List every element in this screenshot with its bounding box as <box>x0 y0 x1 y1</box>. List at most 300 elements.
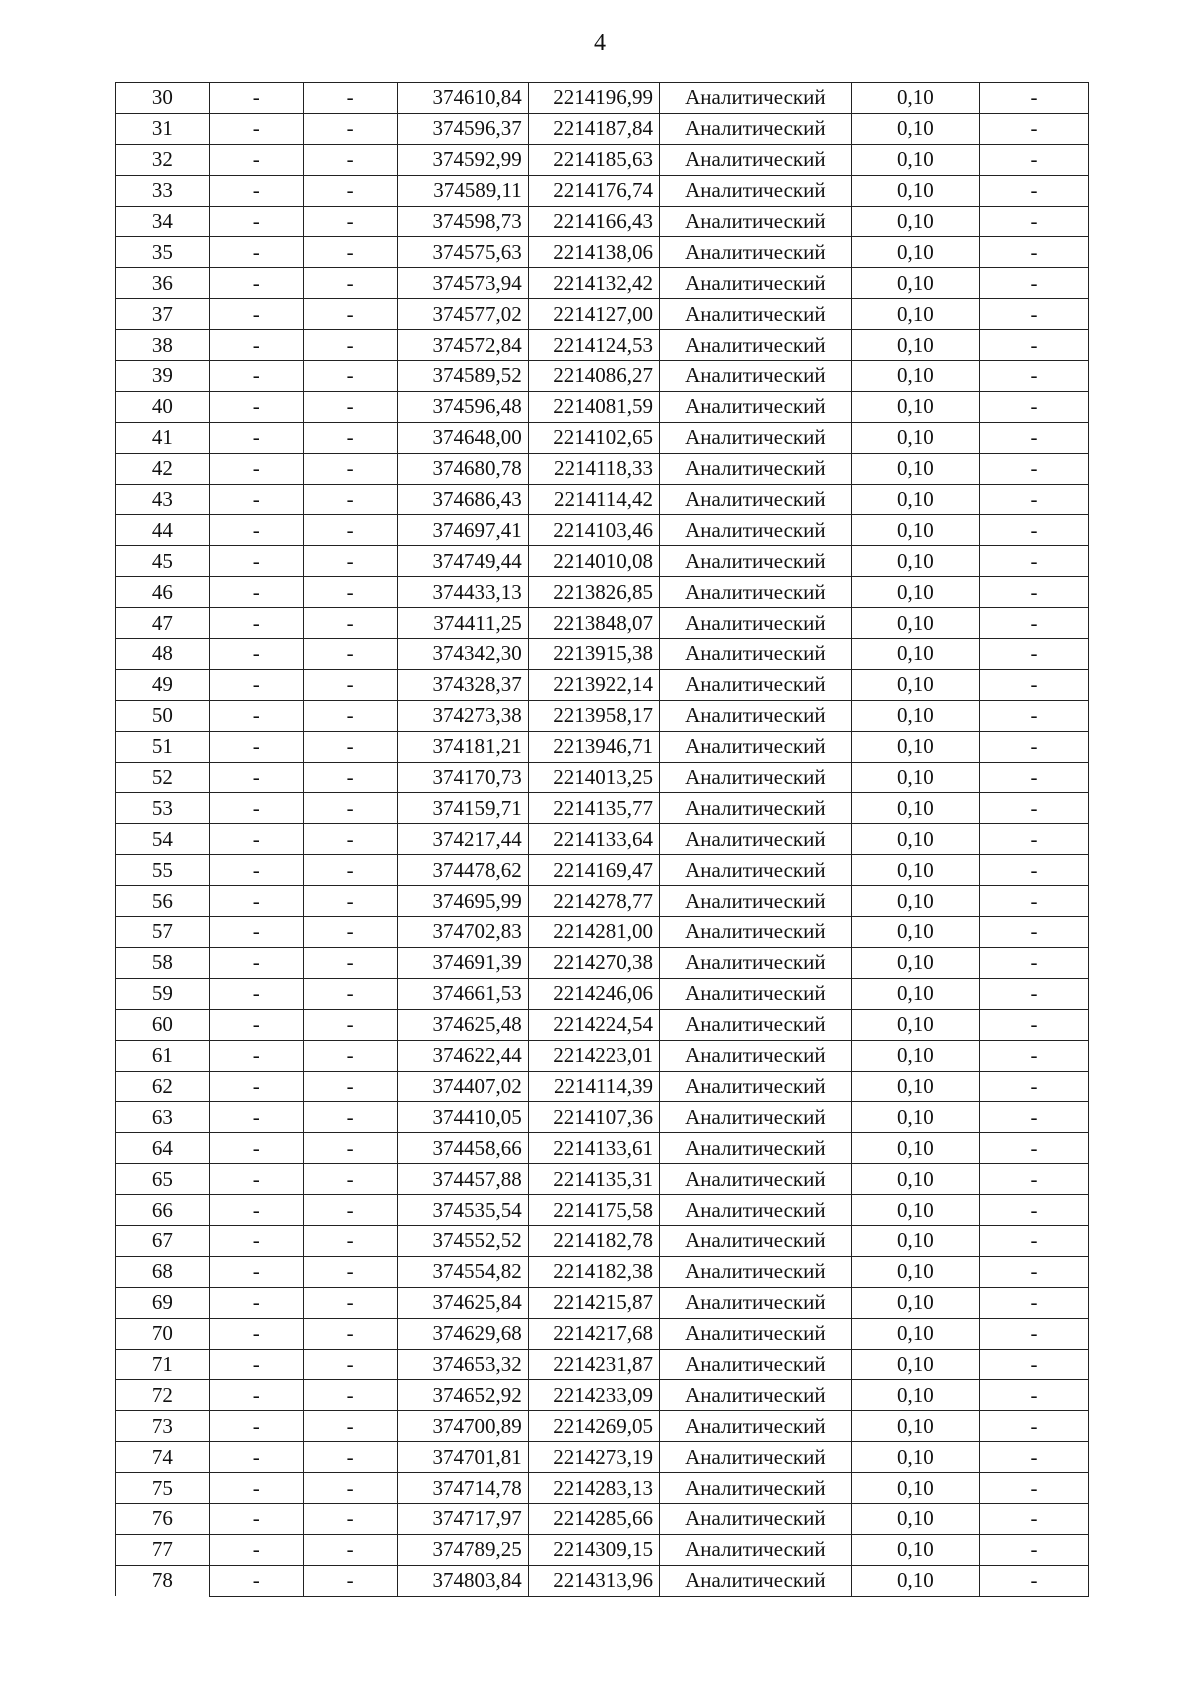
dash-cell: - <box>979 391 1088 422</box>
accuracy-cell: 0,10 <box>851 793 979 824</box>
dash-cell: - <box>979 762 1088 793</box>
point-number-cell: 70 <box>116 1318 210 1349</box>
dash-cell: - <box>209 206 303 237</box>
y-coordinate-cell: 2214246,06 <box>528 978 659 1009</box>
point-number-cell: 36 <box>116 268 210 299</box>
point-number-cell: 68 <box>116 1256 210 1287</box>
y-coordinate-cell: 2214135,77 <box>528 793 659 824</box>
table-row <box>116 1071 1089 1102</box>
table-row <box>116 1102 1089 1133</box>
dash-cell: - <box>209 608 303 639</box>
point-number-cell: 39 <box>116 361 210 392</box>
dash-cell: - <box>979 1565 1088 1596</box>
table-row <box>116 1534 1089 1565</box>
dash-cell: - <box>303 1071 397 1102</box>
x-coordinate-cell: 374629,68 <box>397 1318 528 1349</box>
accuracy-cell: 0,10 <box>851 422 979 453</box>
table-body <box>116 83 1089 1597</box>
dash-cell: - <box>979 824 1088 855</box>
method-cell: Аналитический <box>659 113 851 144</box>
dash-cell: - <box>303 762 397 793</box>
dash-cell: - <box>303 330 397 361</box>
y-coordinate-cell: 2214127,00 <box>528 299 659 330</box>
method-cell: Аналитический <box>659 1009 851 1040</box>
dash-cell: - <box>303 361 397 392</box>
accuracy-cell: 0,10 <box>851 1040 979 1071</box>
dash-cell: - <box>209 330 303 361</box>
table-row <box>116 577 1089 608</box>
x-coordinate-cell: 374592,99 <box>397 144 528 175</box>
dash-cell: - <box>303 299 397 330</box>
method-cell: Аналитический <box>659 793 851 824</box>
x-coordinate-cell: 374478,62 <box>397 855 528 886</box>
method-cell: Аналитический <box>659 1133 851 1164</box>
x-coordinate-cell: 374573,94 <box>397 268 528 299</box>
x-coordinate-cell: 374717,97 <box>397 1503 528 1534</box>
dash-cell: - <box>979 1133 1088 1164</box>
point-number-cell: 60 <box>116 1009 210 1040</box>
accuracy-cell: 0,10 <box>851 639 979 670</box>
x-coordinate-cell: 374625,84 <box>397 1287 528 1318</box>
method-cell: Аналитический <box>659 1380 851 1411</box>
point-number-cell: 31 <box>116 113 210 144</box>
dash-cell: - <box>209 762 303 793</box>
dash-cell: - <box>979 639 1088 670</box>
y-coordinate-cell: 2214175,58 <box>528 1195 659 1226</box>
x-coordinate-cell: 374701,81 <box>397 1442 528 1473</box>
dash-cell: - <box>303 1256 397 1287</box>
y-coordinate-cell: 2214124,53 <box>528 330 659 361</box>
point-number-cell: 51 <box>116 731 210 762</box>
table-row <box>116 515 1089 546</box>
y-coordinate-cell: 2214169,47 <box>528 855 659 886</box>
table-row <box>116 762 1089 793</box>
x-coordinate-cell: 374554,82 <box>397 1256 528 1287</box>
dash-cell: - <box>303 391 397 422</box>
dash-cell: - <box>303 1411 397 1442</box>
accuracy-cell: 0,10 <box>851 917 979 948</box>
dash-cell: - <box>209 484 303 515</box>
table-row <box>116 639 1089 670</box>
y-coordinate-cell: 2214231,87 <box>528 1349 659 1380</box>
x-coordinate-cell: 374342,30 <box>397 639 528 670</box>
point-number-cell: 50 <box>116 700 210 731</box>
dash-cell: - <box>303 268 397 299</box>
accuracy-cell: 0,10 <box>851 947 979 978</box>
dash-cell: - <box>209 1318 303 1349</box>
dash-cell: - <box>209 1225 303 1256</box>
dash-cell: - <box>979 917 1088 948</box>
y-coordinate-cell: 2214281,00 <box>528 917 659 948</box>
dash-cell: - <box>209 422 303 453</box>
table-row <box>116 1318 1089 1349</box>
x-coordinate-cell: 374328,37 <box>397 669 528 700</box>
dash-cell: - <box>209 1164 303 1195</box>
point-number-cell: 47 <box>116 608 210 639</box>
x-coordinate-cell: 374181,21 <box>397 731 528 762</box>
dash-cell: - <box>979 1009 1088 1040</box>
y-coordinate-cell: 2214081,59 <box>528 391 659 422</box>
method-cell: Аналитический <box>659 1411 851 1442</box>
method-cell: Аналитический <box>659 1102 851 1133</box>
method-cell: Аналитический <box>659 639 851 670</box>
y-coordinate-cell: 2214309,15 <box>528 1534 659 1565</box>
x-coordinate-cell: 374458,66 <box>397 1133 528 1164</box>
table-row <box>116 855 1089 886</box>
method-cell: Аналитический <box>659 1040 851 1071</box>
dash-cell: - <box>209 268 303 299</box>
dash-cell: - <box>303 1009 397 1040</box>
method-cell: Аналитический <box>659 422 851 453</box>
dash-cell: - <box>979 1473 1088 1504</box>
dash-cell: - <box>979 1349 1088 1380</box>
table-row <box>116 978 1089 1009</box>
coordinates-table <box>115 82 1089 1597</box>
accuracy-cell: 0,10 <box>851 1287 979 1318</box>
dash-cell: - <box>979 1287 1088 1318</box>
dash-cell: - <box>209 175 303 206</box>
dash-cell: - <box>303 1318 397 1349</box>
x-coordinate-cell: 374577,02 <box>397 299 528 330</box>
y-coordinate-cell: 2214182,78 <box>528 1225 659 1256</box>
method-cell: Аналитический <box>659 1195 851 1226</box>
dash-cell: - <box>303 1040 397 1071</box>
x-coordinate-cell: 374653,32 <box>397 1349 528 1380</box>
x-coordinate-cell: 374714,78 <box>397 1473 528 1504</box>
accuracy-cell: 0,10 <box>851 206 979 237</box>
dash-cell: - <box>209 1442 303 1473</box>
method-cell: Аналитический <box>659 1534 851 1565</box>
accuracy-cell: 0,10 <box>851 237 979 268</box>
dash-cell: - <box>209 1534 303 1565</box>
dash-cell: - <box>303 947 397 978</box>
point-number-cell: 64 <box>116 1133 210 1164</box>
dash-cell: - <box>209 731 303 762</box>
dash-cell: - <box>979 83 1088 114</box>
table-row <box>116 608 1089 639</box>
method-cell: Аналитический <box>659 731 851 762</box>
method-cell: Аналитический <box>659 1164 851 1195</box>
table-row <box>116 206 1089 237</box>
dash-cell: - <box>303 577 397 608</box>
method-cell: Аналитический <box>659 947 851 978</box>
point-number-cell: 35 <box>116 237 210 268</box>
y-coordinate-cell: 2214114,39 <box>528 1071 659 1102</box>
dash-cell: - <box>979 546 1088 577</box>
y-coordinate-cell: 2214196,99 <box>528 83 659 114</box>
x-coordinate-cell: 374661,53 <box>397 978 528 1009</box>
dash-cell: - <box>303 83 397 114</box>
method-cell: Аналитический <box>659 1473 851 1504</box>
x-coordinate-cell: 374589,52 <box>397 361 528 392</box>
point-number-cell: 71 <box>116 1349 210 1380</box>
dash-cell: - <box>979 577 1088 608</box>
method-cell: Аналитический <box>659 1287 851 1318</box>
y-coordinate-cell: 2214114,42 <box>528 484 659 515</box>
accuracy-cell: 0,10 <box>851 700 979 731</box>
x-coordinate-cell: 374411,25 <box>397 608 528 639</box>
point-number-cell: 37 <box>116 299 210 330</box>
x-coordinate-cell: 374648,00 <box>397 422 528 453</box>
x-coordinate-cell: 374596,48 <box>397 391 528 422</box>
point-number-cell: 58 <box>116 947 210 978</box>
dash-cell: - <box>303 1380 397 1411</box>
dash-cell: - <box>303 1534 397 1565</box>
y-coordinate-cell: 2214223,01 <box>528 1040 659 1071</box>
x-coordinate-cell: 374596,37 <box>397 113 528 144</box>
point-number-cell: 46 <box>116 577 210 608</box>
table-row <box>116 1442 1089 1473</box>
dash-cell: - <box>209 1349 303 1380</box>
table-row <box>116 83 1089 114</box>
accuracy-cell: 0,10 <box>851 978 979 1009</box>
x-coordinate-cell: 374457,88 <box>397 1164 528 1195</box>
dash-cell: - <box>303 1164 397 1195</box>
table-row <box>116 1009 1089 1040</box>
method-cell: Аналитический <box>659 299 851 330</box>
dash-cell: - <box>303 917 397 948</box>
method-cell: Аналитический <box>659 608 851 639</box>
accuracy-cell: 0,10 <box>851 669 979 700</box>
method-cell: Аналитический <box>659 1565 851 1596</box>
method-cell: Аналитический <box>659 855 851 886</box>
x-coordinate-cell: 374552,52 <box>397 1225 528 1256</box>
accuracy-cell: 0,10 <box>851 1133 979 1164</box>
accuracy-cell: 0,10 <box>851 1009 979 1040</box>
table-row <box>116 391 1089 422</box>
x-coordinate-cell: 374652,92 <box>397 1380 528 1411</box>
table-row <box>116 1349 1089 1380</box>
point-number-cell: 63 <box>116 1102 210 1133</box>
accuracy-cell: 0,10 <box>851 1380 979 1411</box>
method-cell: Аналитический <box>659 175 851 206</box>
dash-cell: - <box>979 608 1088 639</box>
table-row <box>116 1225 1089 1256</box>
point-number-cell: 30 <box>116 83 210 114</box>
dash-cell: - <box>209 1040 303 1071</box>
y-coordinate-cell: 2214182,38 <box>528 1256 659 1287</box>
accuracy-cell: 0,10 <box>851 855 979 886</box>
method-cell: Аналитический <box>659 762 851 793</box>
accuracy-cell: 0,10 <box>851 886 979 917</box>
table-row <box>116 1503 1089 1534</box>
y-coordinate-cell: 2214187,84 <box>528 113 659 144</box>
point-number-cell: 40 <box>116 391 210 422</box>
accuracy-cell: 0,10 <box>851 1473 979 1504</box>
accuracy-cell: 0,10 <box>851 1503 979 1534</box>
dash-cell: - <box>979 299 1088 330</box>
dash-cell: - <box>979 731 1088 762</box>
x-coordinate-cell: 374625,48 <box>397 1009 528 1040</box>
dash-cell: - <box>979 947 1088 978</box>
dash-cell: - <box>303 144 397 175</box>
y-coordinate-cell: 2213946,71 <box>528 731 659 762</box>
x-coordinate-cell: 374789,25 <box>397 1534 528 1565</box>
point-number-cell: 61 <box>116 1040 210 1071</box>
y-coordinate-cell: 2214215,87 <box>528 1287 659 1318</box>
method-cell: Аналитический <box>659 1318 851 1349</box>
table-row <box>116 546 1089 577</box>
dash-cell: - <box>303 639 397 670</box>
y-coordinate-cell: 2214270,38 <box>528 947 659 978</box>
y-coordinate-cell: 2213915,38 <box>528 639 659 670</box>
point-number-cell: 78 <box>116 1565 210 1596</box>
point-number-cell: 44 <box>116 515 210 546</box>
method-cell: Аналитический <box>659 669 851 700</box>
dash-cell: - <box>303 1503 397 1534</box>
dash-cell: - <box>209 855 303 886</box>
x-coordinate-cell: 374695,99 <box>397 886 528 917</box>
x-coordinate-cell: 374407,02 <box>397 1071 528 1102</box>
table-row <box>116 1565 1089 1596</box>
point-number-cell: 56 <box>116 886 210 917</box>
dash-cell: - <box>303 700 397 731</box>
table-row <box>116 1164 1089 1195</box>
y-coordinate-cell: 2214313,96 <box>528 1565 659 1596</box>
dash-cell: - <box>979 361 1088 392</box>
method-cell: Аналитический <box>659 546 851 577</box>
table-row <box>116 1040 1089 1071</box>
x-coordinate-cell: 374159,71 <box>397 793 528 824</box>
point-number-cell: 32 <box>116 144 210 175</box>
accuracy-cell: 0,10 <box>851 608 979 639</box>
point-number-cell: 73 <box>116 1411 210 1442</box>
x-coordinate-cell: 374535,54 <box>397 1195 528 1226</box>
dash-cell: - <box>979 669 1088 700</box>
method-cell: Аналитический <box>659 391 851 422</box>
y-coordinate-cell: 2214185,63 <box>528 144 659 175</box>
point-number-cell: 48 <box>116 639 210 670</box>
accuracy-cell: 0,10 <box>851 1195 979 1226</box>
accuracy-cell: 0,10 <box>851 330 979 361</box>
dash-cell: - <box>209 1503 303 1534</box>
method-cell: Аналитический <box>659 1225 851 1256</box>
table-row <box>116 1411 1089 1442</box>
table-row <box>116 793 1089 824</box>
dash-cell: - <box>209 361 303 392</box>
x-coordinate-cell: 374680,78 <box>397 453 528 484</box>
accuracy-cell: 0,10 <box>851 144 979 175</box>
point-number-cell: 52 <box>116 762 210 793</box>
accuracy-cell: 0,10 <box>851 1349 979 1380</box>
y-coordinate-cell: 2214118,33 <box>528 453 659 484</box>
dash-cell: - <box>209 700 303 731</box>
method-cell: Аналитический <box>659 1256 851 1287</box>
accuracy-cell: 0,10 <box>851 515 979 546</box>
dash-cell: - <box>209 113 303 144</box>
dash-cell: - <box>303 1287 397 1318</box>
x-coordinate-cell: 374572,84 <box>397 330 528 361</box>
dash-cell: - <box>303 1225 397 1256</box>
method-cell: Аналитический <box>659 453 851 484</box>
dash-cell: - <box>979 206 1088 237</box>
y-coordinate-cell: 2213958,17 <box>528 700 659 731</box>
table-row <box>116 917 1089 948</box>
method-cell: Аналитический <box>659 268 851 299</box>
table-row <box>116 330 1089 361</box>
method-cell: Аналитический <box>659 1503 851 1534</box>
y-coordinate-cell: 2214285,66 <box>528 1503 659 1534</box>
y-coordinate-cell: 2214103,46 <box>528 515 659 546</box>
x-coordinate-cell: 374697,41 <box>397 515 528 546</box>
method-cell: Аналитический <box>659 237 851 268</box>
dash-cell: - <box>209 1133 303 1164</box>
table-row <box>116 669 1089 700</box>
dash-cell: - <box>303 1349 397 1380</box>
dash-cell: - <box>209 669 303 700</box>
dash-cell: - <box>209 1009 303 1040</box>
x-coordinate-cell: 374749,44 <box>397 546 528 577</box>
x-coordinate-cell: 374686,43 <box>397 484 528 515</box>
dash-cell: - <box>979 484 1088 515</box>
dash-cell: - <box>209 1071 303 1102</box>
y-coordinate-cell: 2214132,42 <box>528 268 659 299</box>
y-coordinate-cell: 2214273,19 <box>528 1442 659 1473</box>
y-coordinate-cell: 2213826,85 <box>528 577 659 608</box>
dash-cell: - <box>209 886 303 917</box>
page-number: 4 <box>594 30 606 56</box>
dash-cell: - <box>303 1195 397 1226</box>
dash-cell: - <box>303 206 397 237</box>
dash-cell: - <box>979 175 1088 206</box>
dash-cell: - <box>209 453 303 484</box>
method-cell: Аналитический <box>659 83 851 114</box>
y-coordinate-cell: 2214278,77 <box>528 886 659 917</box>
y-coordinate-cell: 2214133,64 <box>528 824 659 855</box>
point-number-cell: 43 <box>116 484 210 515</box>
y-coordinate-cell: 2213922,14 <box>528 669 659 700</box>
table-row <box>116 299 1089 330</box>
method-cell: Аналитический <box>659 484 851 515</box>
dash-cell: - <box>979 793 1088 824</box>
table-row <box>116 268 1089 299</box>
point-number-cell: 49 <box>116 669 210 700</box>
table-row <box>116 113 1089 144</box>
accuracy-cell: 0,10 <box>851 1102 979 1133</box>
y-coordinate-cell: 2214269,05 <box>528 1411 659 1442</box>
dash-cell: - <box>209 1380 303 1411</box>
point-number-cell: 55 <box>116 855 210 886</box>
y-coordinate-cell: 2214133,61 <box>528 1133 659 1164</box>
y-coordinate-cell: 2214217,68 <box>528 1318 659 1349</box>
y-coordinate-cell: 2214107,36 <box>528 1102 659 1133</box>
point-number-cell: 34 <box>116 206 210 237</box>
method-cell: Аналитический <box>659 330 851 361</box>
method-cell: Аналитический <box>659 886 851 917</box>
method-cell: Аналитический <box>659 1442 851 1473</box>
point-number-cell: 33 <box>116 175 210 206</box>
table-row <box>116 422 1089 453</box>
point-number-cell: 38 <box>116 330 210 361</box>
dash-cell: - <box>979 1380 1088 1411</box>
table-row <box>116 144 1089 175</box>
point-number-cell: 53 <box>116 793 210 824</box>
accuracy-cell: 0,10 <box>851 824 979 855</box>
dash-cell: - <box>303 855 397 886</box>
dash-cell: - <box>979 113 1088 144</box>
y-coordinate-cell: 2214166,43 <box>528 206 659 237</box>
dash-cell: - <box>303 175 397 206</box>
dash-cell: - <box>209 1102 303 1133</box>
dash-cell: - <box>303 886 397 917</box>
dash-cell: - <box>209 577 303 608</box>
x-coordinate-cell: 374273,38 <box>397 700 528 731</box>
accuracy-cell: 0,10 <box>851 113 979 144</box>
point-number-cell: 54 <box>116 824 210 855</box>
point-number-cell: 62 <box>116 1071 210 1102</box>
accuracy-cell: 0,10 <box>851 1071 979 1102</box>
dash-cell: - <box>979 1071 1088 1102</box>
